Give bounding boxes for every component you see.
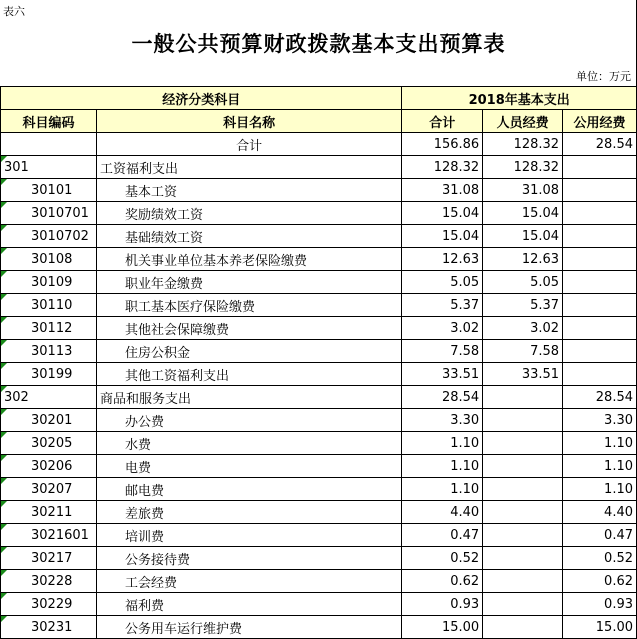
name-cell[interactable]: 工资福利支出 (96, 156, 401, 179)
code-cell[interactable]: 30206 (1, 455, 97, 478)
public-cell[interactable]: 1.10 (563, 455, 637, 478)
public-cell[interactable] (563, 294, 637, 317)
name-cell[interactable]: 公务接待费 (96, 547, 401, 570)
header-personnel: 人员经费 (483, 110, 563, 133)
table-row (1, 340, 637, 363)
header-total: 合计 (402, 110, 483, 133)
name-cell[interactable]: 商品和服务支出 (96, 386, 401, 409)
public-cell[interactable]: 1.10 (563, 478, 637, 501)
name-cell[interactable]: 职业年金缴费 (96, 271, 401, 294)
code-cell[interactable]: 30113 (1, 340, 97, 363)
public-cell[interactable] (563, 202, 637, 225)
page-title: 一般公共预算财政拨款基本支出预算表 (131, 32, 506, 56)
total-cell[interactable]: 5.37 (402, 294, 483, 317)
sheet-label: 表六 (3, 5, 25, 18)
personnel-cell[interactable] (483, 409, 563, 432)
code-cell[interactable]: 301 (1, 156, 97, 179)
name-cell[interactable]: 培训费 (96, 524, 401, 547)
personnel-cell[interactable]: 128.32 (483, 133, 563, 156)
personnel-cell[interactable]: 31.08 (483, 179, 563, 202)
public-cell[interactable]: 0.62 (563, 570, 637, 593)
total-cell[interactable]: 156.86 (402, 133, 483, 156)
total-cell[interactable]: 4.40 (402, 501, 483, 524)
personnel-cell[interactable] (483, 547, 563, 570)
public-cell[interactable]: 15.00 (563, 616, 637, 639)
total-cell[interactable]: 128.32 (402, 156, 483, 179)
table-row (1, 294, 637, 317)
table-row (1, 432, 637, 455)
personnel-cell[interactable] (483, 524, 563, 547)
total-cell[interactable]: 1.10 (402, 432, 483, 455)
name-cell[interactable]: 合计 (96, 133, 401, 156)
total-cell[interactable]: 15.00 (402, 616, 483, 639)
header-economic-category: 经济分类科目 (1, 87, 402, 110)
public-cell[interactable] (563, 179, 637, 202)
table-row (1, 616, 637, 639)
public-cell[interactable]: 28.54 (563, 386, 637, 409)
name-cell[interactable]: 水费 (96, 432, 401, 455)
total-cell[interactable]: 3.02 (402, 317, 483, 340)
table-row (1, 570, 637, 593)
code-cell[interactable]: 3021601 (1, 524, 97, 547)
personnel-cell[interactable]: 15.04 (483, 225, 563, 248)
total-cell[interactable]: 33.51 (402, 363, 483, 386)
personnel-cell[interactable]: 12.63 (483, 248, 563, 271)
name-cell[interactable]: 机关事业单位基本养老保险缴费 (96, 248, 401, 271)
total-cell[interactable]: 7.58 (402, 340, 483, 363)
name-cell[interactable]: 公务用车运行维护费 (96, 616, 401, 639)
public-cell[interactable] (563, 271, 637, 294)
total-cell[interactable]: 0.47 (402, 524, 483, 547)
personnel-cell[interactable]: 5.05 (483, 271, 563, 294)
total-cell[interactable]: 31.08 (402, 179, 483, 202)
public-cell[interactable] (563, 156, 637, 179)
code-cell[interactable]: 30217 (1, 547, 97, 570)
name-cell[interactable]: 福利费 (96, 593, 401, 616)
table-row (1, 156, 637, 179)
budget-table (0, 86, 637, 639)
table-row (1, 478, 637, 501)
header-basic-expenditure: 2018年基本支出 (402, 87, 637, 110)
public-cell[interactable] (563, 317, 637, 340)
public-cell[interactable]: 0.52 (563, 547, 637, 570)
personnel-cell[interactable]: 15.04 (483, 202, 563, 225)
personnel-cell[interactable] (483, 616, 563, 639)
total-cell[interactable]: 15.04 (402, 225, 483, 248)
personnel-cell[interactable]: 3.02 (483, 317, 563, 340)
table-row (1, 271, 637, 294)
public-cell[interactable] (563, 225, 637, 248)
code-cell[interactable]: 30112 (1, 317, 97, 340)
public-cell[interactable]: 28.54 (563, 133, 637, 156)
table-row (1, 409, 637, 432)
table-row (1, 179, 637, 202)
public-cell[interactable]: 0.93 (563, 593, 637, 616)
table-row (1, 225, 637, 248)
code-cell[interactable]: 30199 (1, 363, 97, 386)
public-cell[interactable] (563, 340, 637, 363)
personnel-cell[interactable]: 5.37 (483, 294, 563, 317)
header-row-group (1, 87, 637, 110)
header-public: 公用经费 (563, 110, 637, 133)
name-cell[interactable]: 差旅费 (96, 501, 401, 524)
total-cell[interactable]: 3.30 (402, 409, 483, 432)
code-cell[interactable]: 30201 (1, 409, 97, 432)
public-cell[interactable] (563, 248, 637, 271)
code-cell[interactable] (1, 133, 97, 156)
name-cell[interactable]: 奖励绩效工资 (96, 202, 401, 225)
header-code: 科目编码 (1, 110, 97, 133)
name-cell[interactable]: 电费 (96, 455, 401, 478)
personnel-cell[interactable] (483, 478, 563, 501)
total-cell[interactable]: 0.93 (402, 593, 483, 616)
total-cell[interactable]: 28.54 (402, 386, 483, 409)
total-cell[interactable]: 1.10 (402, 478, 483, 501)
table-row (1, 363, 637, 386)
personnel-cell[interactable] (483, 386, 563, 409)
unit-label: 单位：万元 (576, 70, 631, 83)
total-cell[interactable]: 0.52 (402, 547, 483, 570)
table-row (1, 593, 637, 616)
code-cell[interactable]: 30108 (1, 248, 97, 271)
header-name: 科目名称 (96, 110, 401, 133)
code-cell[interactable]: 30109 (1, 271, 97, 294)
code-cell[interactable]: 30207 (1, 478, 97, 501)
code-cell[interactable]: 30228 (1, 570, 97, 593)
code-cell[interactable]: 3010702 (1, 225, 97, 248)
code-cell[interactable]: 30110 (1, 294, 97, 317)
name-cell[interactable]: 工会经费 (96, 570, 401, 593)
total-cell[interactable]: 0.62 (402, 570, 483, 593)
table-row (1, 386, 637, 409)
header-row-columns (1, 110, 637, 133)
personnel-cell[interactable]: 128.32 (483, 156, 563, 179)
name-cell[interactable]: 住房公积金 (96, 340, 401, 363)
personnel-cell[interactable]: 33.51 (483, 363, 563, 386)
table-row (1, 547, 637, 570)
code-cell[interactable]: 302 (1, 386, 97, 409)
personnel-cell[interactable] (483, 501, 563, 524)
personnel-cell[interactable] (483, 455, 563, 478)
table-row (1, 133, 637, 156)
name-cell[interactable]: 基础绩效工资 (96, 225, 401, 248)
name-cell[interactable]: 其他工资福利支出 (96, 363, 401, 386)
total-cell[interactable]: 12.63 (402, 248, 483, 271)
total-cell[interactable]: 1.10 (402, 455, 483, 478)
public-cell[interactable]: 1.10 (563, 432, 637, 455)
name-cell[interactable]: 办公费 (96, 409, 401, 432)
name-cell[interactable]: 基本工资 (96, 179, 401, 202)
table-row (1, 455, 637, 478)
personnel-cell[interactable] (483, 432, 563, 455)
code-cell[interactable]: 30231 (1, 616, 97, 639)
personnel-cell[interactable] (483, 570, 563, 593)
total-cell[interactable]: 5.05 (402, 271, 483, 294)
total-cell[interactable]: 15.04 (402, 202, 483, 225)
code-cell[interactable]: 30229 (1, 593, 97, 616)
code-cell[interactable]: 30101 (1, 179, 97, 202)
name-cell[interactable]: 其他社会保障缴费 (96, 317, 401, 340)
table-row (1, 501, 637, 524)
table-row (1, 524, 637, 547)
table-row (1, 317, 637, 340)
personnel-cell[interactable]: 7.58 (483, 340, 563, 363)
name-cell[interactable]: 邮电费 (96, 478, 401, 501)
public-cell[interactable]: 3.30 (563, 409, 637, 432)
table-row (1, 202, 637, 225)
name-cell[interactable]: 职工基本医疗保险缴费 (96, 294, 401, 317)
code-cell[interactable]: 30205 (1, 432, 97, 455)
code-cell[interactable]: 30211 (1, 501, 97, 524)
public-cell[interactable]: 4.40 (563, 501, 637, 524)
public-cell[interactable] (563, 363, 637, 386)
personnel-cell[interactable] (483, 593, 563, 616)
table-row (1, 248, 637, 271)
code-cell[interactable]: 3010701 (1, 202, 97, 225)
public-cell[interactable]: 0.47 (563, 524, 637, 547)
